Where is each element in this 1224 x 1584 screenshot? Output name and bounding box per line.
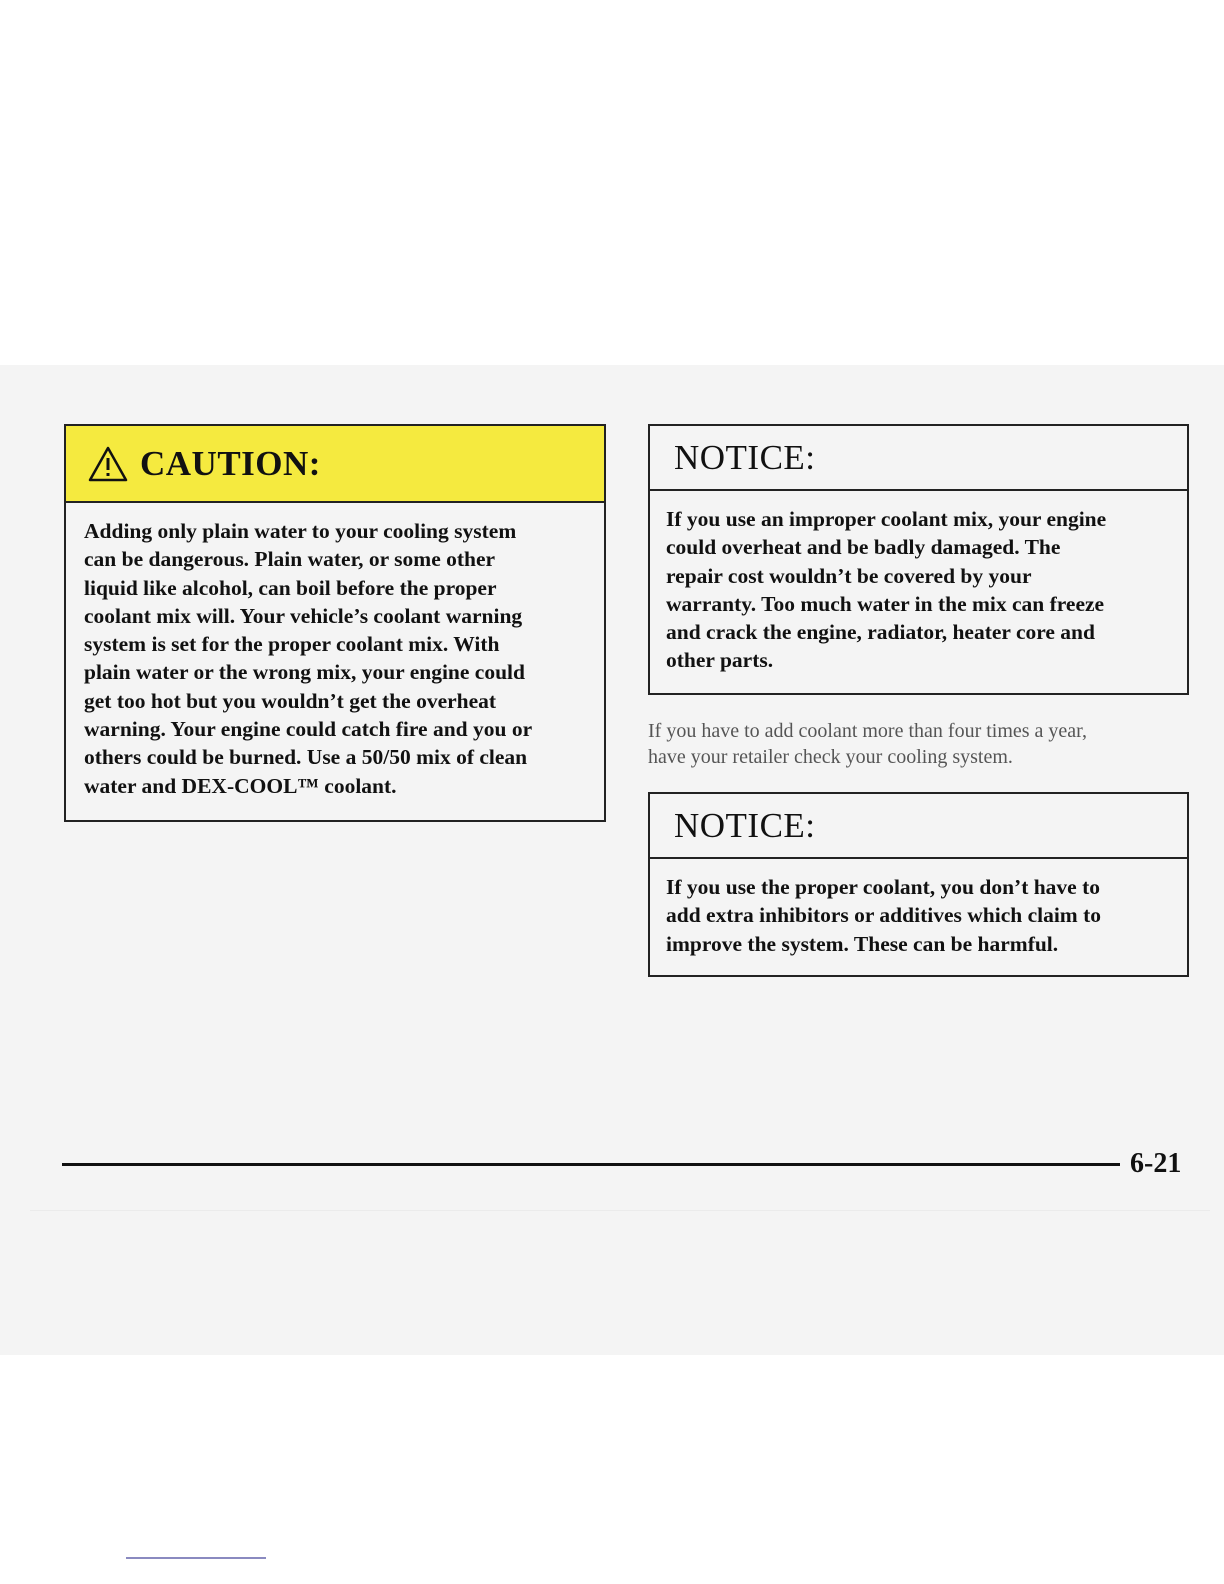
notice-box-additives bbox=[648, 792, 1189, 977]
notice-header bbox=[650, 794, 1187, 859]
notice-title: NOTICE: bbox=[674, 437, 816, 477]
caution-title: CAUTION: bbox=[140, 443, 321, 483]
caution-line: others could be burned. Use a 50/50 mix of clean bbox=[84, 745, 528, 770]
notice-title: NOTICE: bbox=[674, 805, 816, 845]
caution-line: Adding only plain water to your cooling system bbox=[84, 519, 517, 543]
page-number: 6-21 bbox=[1130, 1148, 1182, 1179]
caution-header bbox=[66, 426, 604, 503]
caution-line: plain water or the wrong mix, your engine could bbox=[84, 660, 525, 685]
bottom-divider bbox=[126, 1557, 266, 1559]
notice-line: improve the system. These can be harmful. bbox=[666, 931, 1059, 956]
notice-line: If you use the proper coolant, you don’t have to bbox=[666, 875, 1101, 899]
warning-triangle-icon bbox=[88, 446, 128, 482]
caution-line: get too hot but you wouldn’t get the overheat bbox=[84, 688, 497, 713]
notice-text bbox=[650, 859, 1187, 958]
notice-text bbox=[650, 491, 1187, 675]
notice-line: add extra inhibitors or additives which claim to bbox=[666, 903, 1101, 928]
notice-line: other parts. bbox=[666, 648, 774, 673]
caution-line: coolant mix will. Your vehicle’s coolant warning bbox=[84, 603, 523, 628]
caution-box bbox=[64, 424, 606, 822]
paragraph-line: have your retailer check your cooling system. bbox=[648, 746, 1013, 768]
notice-line: could overheat and be badly damaged. The bbox=[666, 535, 1061, 560]
caution-line: water and DEX-COOL™ coolant. bbox=[84, 773, 397, 798]
caution-line: liquid like alcohol, can boil before the proper bbox=[84, 575, 497, 600]
footer-rule bbox=[62, 1163, 1120, 1166]
caution-line: warning. Your engine could catch fire and you or bbox=[84, 717, 533, 742]
notice-line: and crack the engine, radiator, heater core and bbox=[666, 620, 1095, 645]
body-paragraph bbox=[648, 718, 1188, 770]
notice-box-coolant-mix bbox=[648, 424, 1189, 695]
notice-line: If you use an improper coolant mix, your engine bbox=[666, 507, 1107, 531]
caution-line: can be dangerous. Plain water, or some other bbox=[84, 547, 496, 572]
notice-line: warranty. Too much water in the mix can freeze bbox=[666, 591, 1105, 616]
paragraph-line: If you have to add coolant more than four times a year, bbox=[648, 720, 1088, 742]
caution-line: system is set for the proper coolant mix. With bbox=[84, 632, 500, 657]
notice-line: repair cost wouldn’t be covered by your bbox=[666, 563, 1032, 588]
caution-text bbox=[66, 503, 604, 800]
divider bbox=[30, 1210, 1210, 1211]
notice-header bbox=[650, 426, 1187, 491]
